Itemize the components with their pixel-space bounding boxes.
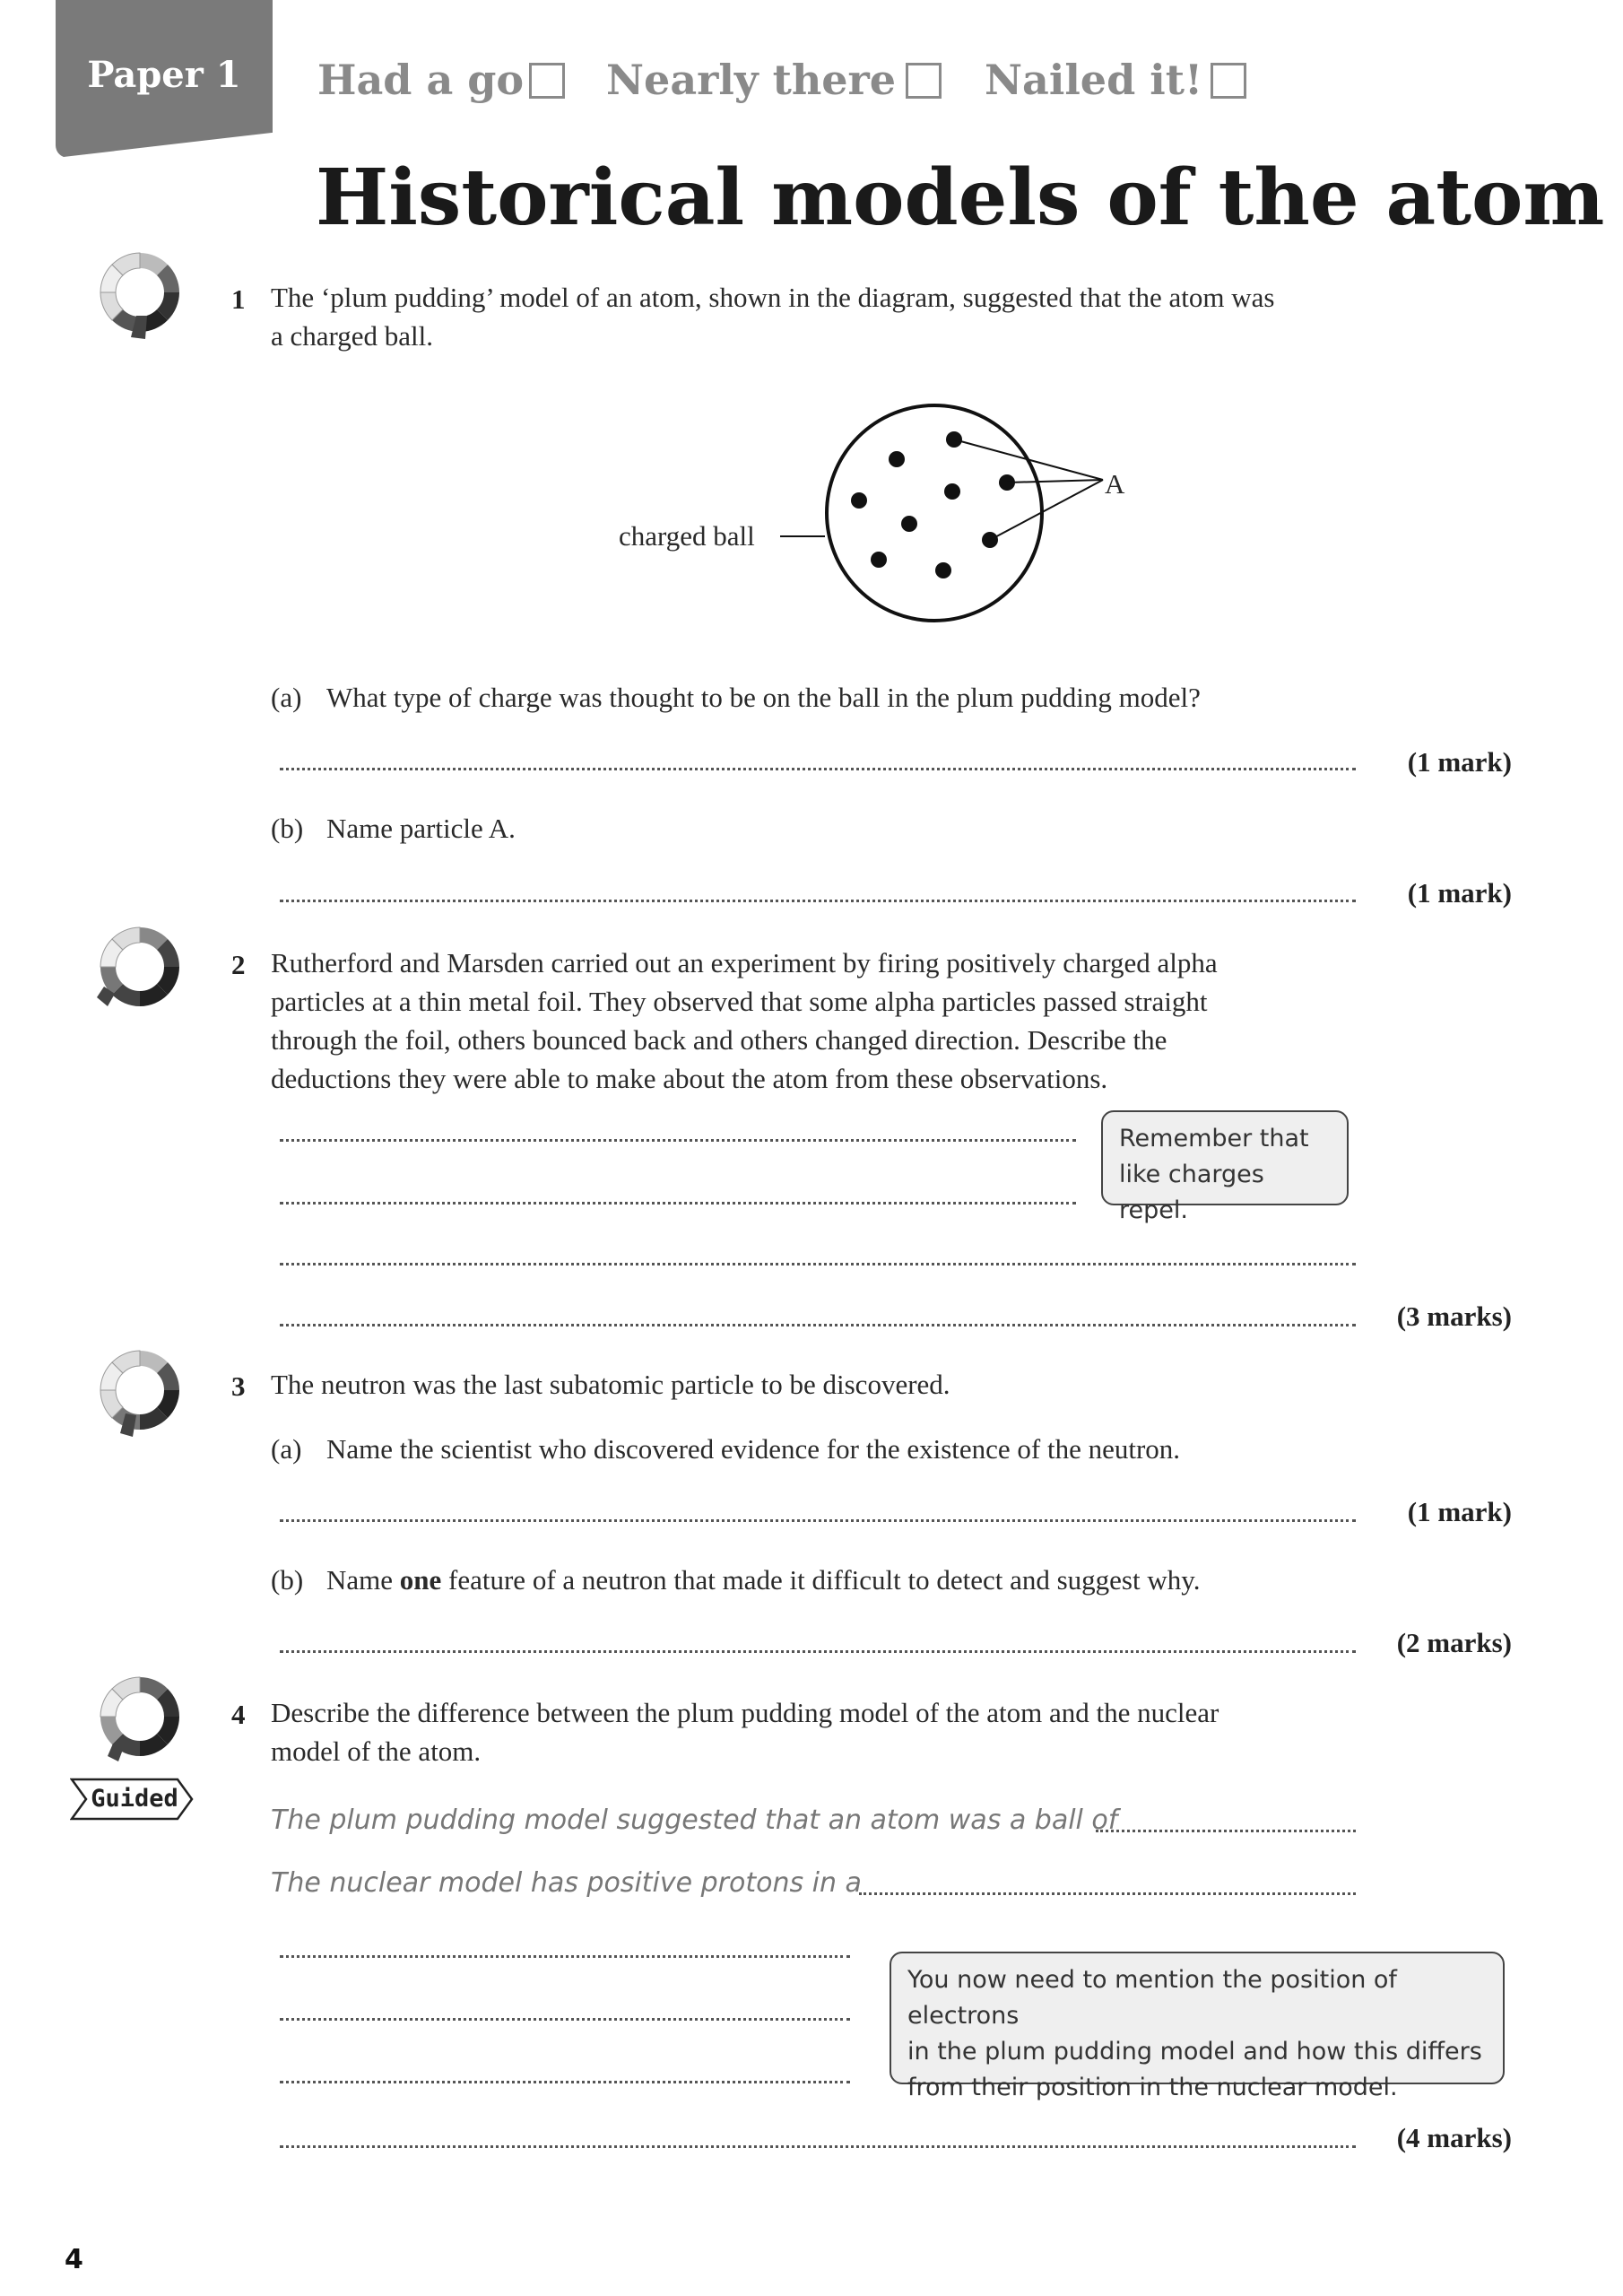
q2-answer-line[interactable] — [280, 1324, 1356, 1326]
plum-pudding-diagram — [610, 395, 1166, 637]
q3a-text: Name the scientist who discovered evidence for the existence of the neutron. — [326, 1433, 1181, 1465]
guided-label: Guided — [91, 1785, 178, 1813]
q4-answer-line[interactable] — [280, 1955, 850, 1958]
q4-text — [271, 1693, 1526, 1770]
q3b-text-after: feature of a neutron that made it difficult to detect and suggest why. — [441, 1564, 1201, 1596]
page-number: 4 — [65, 2244, 83, 2275]
label-a-leader-line — [954, 439, 1103, 480]
label-a-leader-line — [1007, 480, 1103, 483]
q1-number: 1 — [231, 283, 246, 315]
q2-answer-line[interactable] — [280, 1139, 1076, 1142]
tracker-nailed-it-label: Nailed it! — [985, 56, 1203, 104]
q2-text-line: Rutherford and Marsden carried out an experiment by firing positively charged alpha — [271, 947, 1218, 978]
q4-prompt2: The nuclear model has positive protons in a — [271, 1867, 862, 1899]
q2-answer-line[interactable] — [280, 1202, 1076, 1205]
tracker-nearly-there-label: Nearly there — [606, 56, 897, 104]
q4-number: 4 — [231, 1699, 246, 1730]
q1a-answer-line[interactable] — [280, 768, 1356, 770]
nearly-there-checkbox[interactable] — [906, 63, 942, 99]
difficulty-dial-icon — [97, 1347, 183, 1437]
q2-text-line: particles at a thin metal foil. They observed that some alpha particles passed straight — [271, 986, 1208, 1017]
q2-hint-box — [1101, 1110, 1349, 1224]
q4-prompt1: The plum pudding model suggested that an atom was a ball of — [271, 1805, 1118, 1836]
q2-answer-line[interactable] — [280, 1263, 1356, 1265]
q3b-text-bold: one — [399, 1564, 442, 1596]
q1b-answer-line[interactable] — [280, 900, 1356, 902]
electron-dot — [851, 492, 867, 509]
q4-text-line2: model of the atom. — [271, 1735, 482, 1767]
q2-text-line: deductions they were able to make about the atom from these observations. — [271, 1063, 1108, 1094]
q3a-marks: (1 mark) — [1407, 1496, 1512, 1527]
q2-text — [271, 944, 1526, 1098]
q3b-text-before: Name — [326, 1564, 400, 1596]
electron-dot — [901, 516, 917, 532]
q4-answer-line[interactable] — [280, 2145, 1356, 2148]
q1b-label: (b) — [271, 813, 304, 844]
difficulty-dial-icon — [97, 249, 183, 339]
q1-text-line1: The ‘plum pudding’ model of an atom, shown in the diagram, suggested that the atom was — [271, 282, 1275, 313]
q2-marks: (3 marks) — [1396, 1300, 1512, 1332]
difficulty-dial-icon — [97, 924, 183, 1013]
q3b-answer-line[interactable] — [280, 1650, 1356, 1653]
q4-text-line1: Describe the difference between the plum pudding model of the atom and the nuclear — [271, 1697, 1219, 1728]
electron-dot — [889, 451, 905, 467]
q3b-label: (b) — [271, 1564, 304, 1596]
q4-answer-line[interactable] — [859, 1892, 1356, 1895]
q4-marks: (4 marks) — [1396, 2122, 1512, 2153]
tracker-had-a-go-label: Had a go — [317, 56, 525, 104]
charged-ball-circle — [827, 405, 1042, 621]
q4-hint-line3: from their position in the nuclear model. — [907, 2074, 1398, 2101]
had-a-go-checkbox[interactable] — [529, 63, 565, 99]
q2-hint-line2: like charges repel. — [1119, 1161, 1264, 1224]
q4-answer-line[interactable] — [280, 2081, 850, 2083]
q1a-text: What type of charge was thought to be on the ball in the plum pudding model? — [326, 682, 1201, 713]
nailed-it-checkbox[interactable] — [1211, 63, 1246, 99]
q3-text: The neutron was the last subatomic particle to be discovered. — [271, 1369, 950, 1400]
q3a-label: (a) — [271, 1433, 302, 1465]
q4-answer-line[interactable] — [280, 2018, 850, 2021]
q3a-answer-line[interactable] — [280, 1519, 1356, 1522]
q4-answer-line[interactable] — [1096, 1830, 1356, 1832]
page-title: Historical models of the atom — [316, 152, 1605, 243]
particle-a-label: A — [1105, 468, 1125, 500]
q1b-marks: (1 mark) — [1407, 877, 1512, 909]
q4-hint-line2: in the plum pudding model and how this differs — [907, 2038, 1482, 2066]
electron-dot — [944, 483, 960, 500]
electron-dot — [871, 552, 887, 568]
q1-text — [271, 278, 1526, 355]
electron-dot — [935, 562, 951, 578]
q1a-marks: (1 mark) — [1407, 746, 1512, 778]
difficulty-dial-icon — [97, 1674, 183, 1763]
q2-text-line: through the foil, others bounced back and others changed direction. Describe the — [271, 1024, 1167, 1056]
q2-hint-line1: Remember that — [1119, 1125, 1309, 1152]
q1b-text: Name particle A. — [326, 813, 516, 844]
q1-text-line2: a charged ball. — [271, 320, 434, 352]
q2-number: 2 — [231, 949, 246, 980]
paper-label: Paper 1 — [87, 54, 241, 96]
q1a-label: (a) — [271, 682, 302, 713]
q4-hint-box — [890, 1952, 1505, 2101]
q3b-marks: (2 marks) — [1396, 1627, 1512, 1658]
q3b-text — [326, 1564, 1200, 1596]
charged-ball-label: charged ball — [619, 520, 755, 552]
q4-hint-line1: You now need to mention the position of electrons — [907, 1966, 1397, 2030]
q3-number: 3 — [231, 1370, 246, 1402]
